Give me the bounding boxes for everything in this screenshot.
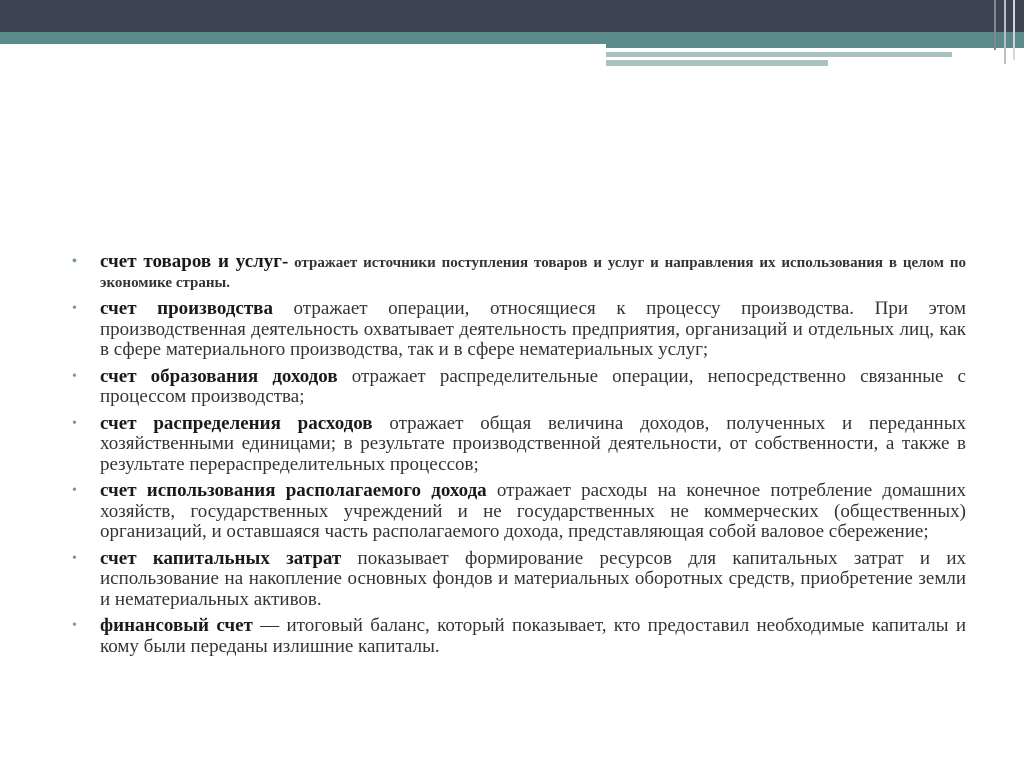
bullet-list (72, 252, 966, 657)
item-term: финансовый счет (100, 615, 253, 636)
bullet-icon: • (72, 550, 77, 566)
list-item (72, 549, 966, 611)
item-term: счет образования доходов (100, 365, 338, 387)
bullet-icon: • (72, 254, 77, 269)
header-strip-short (606, 60, 828, 66)
item-text: отражает операции, относящиеся к процессу производства. При этом производственная деятельность охватывает деятельность предприятия, организаций и отдельных лиц, как в сфере материального производства, так и в сфере нематериальных услуг; (100, 298, 966, 360)
bullet-icon: • (72, 483, 77, 498)
bullet-icon: • (72, 301, 77, 316)
edge-decor-line (1013, 0, 1015, 60)
item-text: отражает общая величина доходов, полученных и переданных хозяйственными единицами; в результате производственной деятельности, от собственности, а также в результате перераспределительных процессов; (100, 412, 966, 475)
header-bar-teal (0, 32, 606, 44)
header-bar-teal-right (606, 32, 1024, 48)
edge-decor-line (1004, 0, 1006, 64)
item-text: — итоговый баланс, который показывает, кто предоставил необходимые капиталы и кому были переданы излишние капиталы. (100, 615, 966, 657)
item-term: счет использования располагаемого дохода (100, 480, 487, 501)
list-item (72, 299, 966, 361)
item-term: счет производства (100, 298, 273, 319)
header-strip (606, 52, 952, 57)
list-item (72, 414, 966, 476)
item-term: счет капитальных затрат (100, 547, 342, 569)
item-term: счет распределения расходов (100, 412, 373, 434)
list-item (72, 367, 966, 408)
header-bar-dark (0, 0, 1024, 32)
item-text: отражает распределительные операции, непосредственно связанные с процессом производства; (100, 365, 966, 407)
slide-content (72, 252, 966, 663)
edge-decor-line (994, 0, 996, 50)
list-item (72, 616, 966, 657)
list-item (72, 481, 966, 543)
item-text: показывает формирование ресурсов для капитальных затрат и их использование на накопление основных фондов и материальных оборотных средств, приобретение земли и нематериальных активов. (100, 547, 966, 610)
list-item (72, 252, 966, 293)
bullet-icon: • (72, 618, 77, 633)
item-term: счет товаров и услуг- (100, 251, 289, 272)
bullet-icon: • (72, 415, 77, 431)
item-text: отражает источники поступления товаров и услуг и направления их использования в целом по экономике страны. (100, 255, 966, 291)
bullet-icon: • (72, 368, 77, 384)
item-text: отражает расходы на конечное потребление домашних хозяйств, государственных учреждений и не государственных не коммерческих (общественных) организаций, и оставшаяся часть располагаемого дохода, представляющая собой валовое сбережение; (100, 480, 966, 542)
